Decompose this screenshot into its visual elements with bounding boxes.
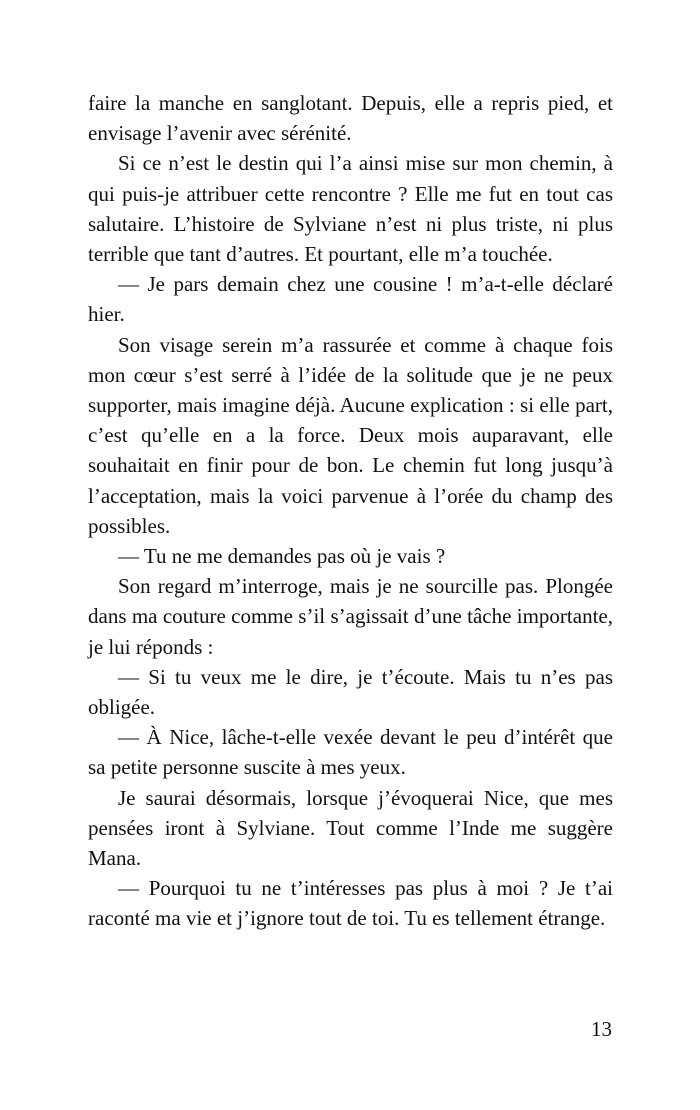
body-text: [88, 88, 613, 934]
paragraph: — Si tu veux me le dire, je t’écoute. Mais tu n’es pas obligée.: [88, 664, 613, 720]
page-number: 13: [591, 1017, 612, 1041]
paragraph: Son visage serein m’a rassurée et comme à chaque fois mon cœur s’est serré à l’idée de la solitude que je ne peux supporter, mais imagine déjà. Aucune explication : si elle part, c’est qu’elle en a la force. Deux mois auparavant, elle souhaitait en finir pour de bon. Le chemin fut long jusqu’à l’acceptation, mais la voici parvenue à l’orée du champ des possibles.: [88, 332, 613, 538]
paragraph: Son regard m’interroge, mais je ne sourcille pas. Plongée dans ma couture comme s’il s’agissait d’une tâche importante, je lui réponds :: [88, 574, 613, 659]
paragraph: — Tu ne me demandes pas où je vais ?: [118, 544, 446, 569]
paragraph: Je saurai désormais, lorsque j’évoquerai Nice, que mes pensées iront à Sylviane. Tout comme l’Inde me suggère Mana.: [88, 785, 613, 871]
paragraph: — Je pars demain chez une cousine ! m’a-t-elle déclaré hier.: [88, 272, 613, 327]
paragraph: — Pourquoi tu ne t’intéresses pas plus à moi ? Je t’ai raconté ma vie et j’ignore tout de toi. Tu es tellement étrange.: [88, 876, 613, 931]
paragraph: faire la manche en sanglotant. Depuis, elle a repris pied, et envisage l’avenir avec sérénité.: [88, 91, 613, 146]
paragraph: Si ce n’est le destin qui l’a ainsi mise sur mon chemin, à qui puis-je attribuer cette rencontre ? Elle me fut en tout cas salutaire. L’histoire de Sylviane n’est ni plus triste, ni plus terrible que tant d’autres. Et pourtant, elle m’a touchée.: [88, 151, 613, 267]
paragraph: — À Nice, lâche-t-elle vexée devant le peu d’intérêt que sa petite personne suscite à mes yeux.: [88, 725, 613, 780]
